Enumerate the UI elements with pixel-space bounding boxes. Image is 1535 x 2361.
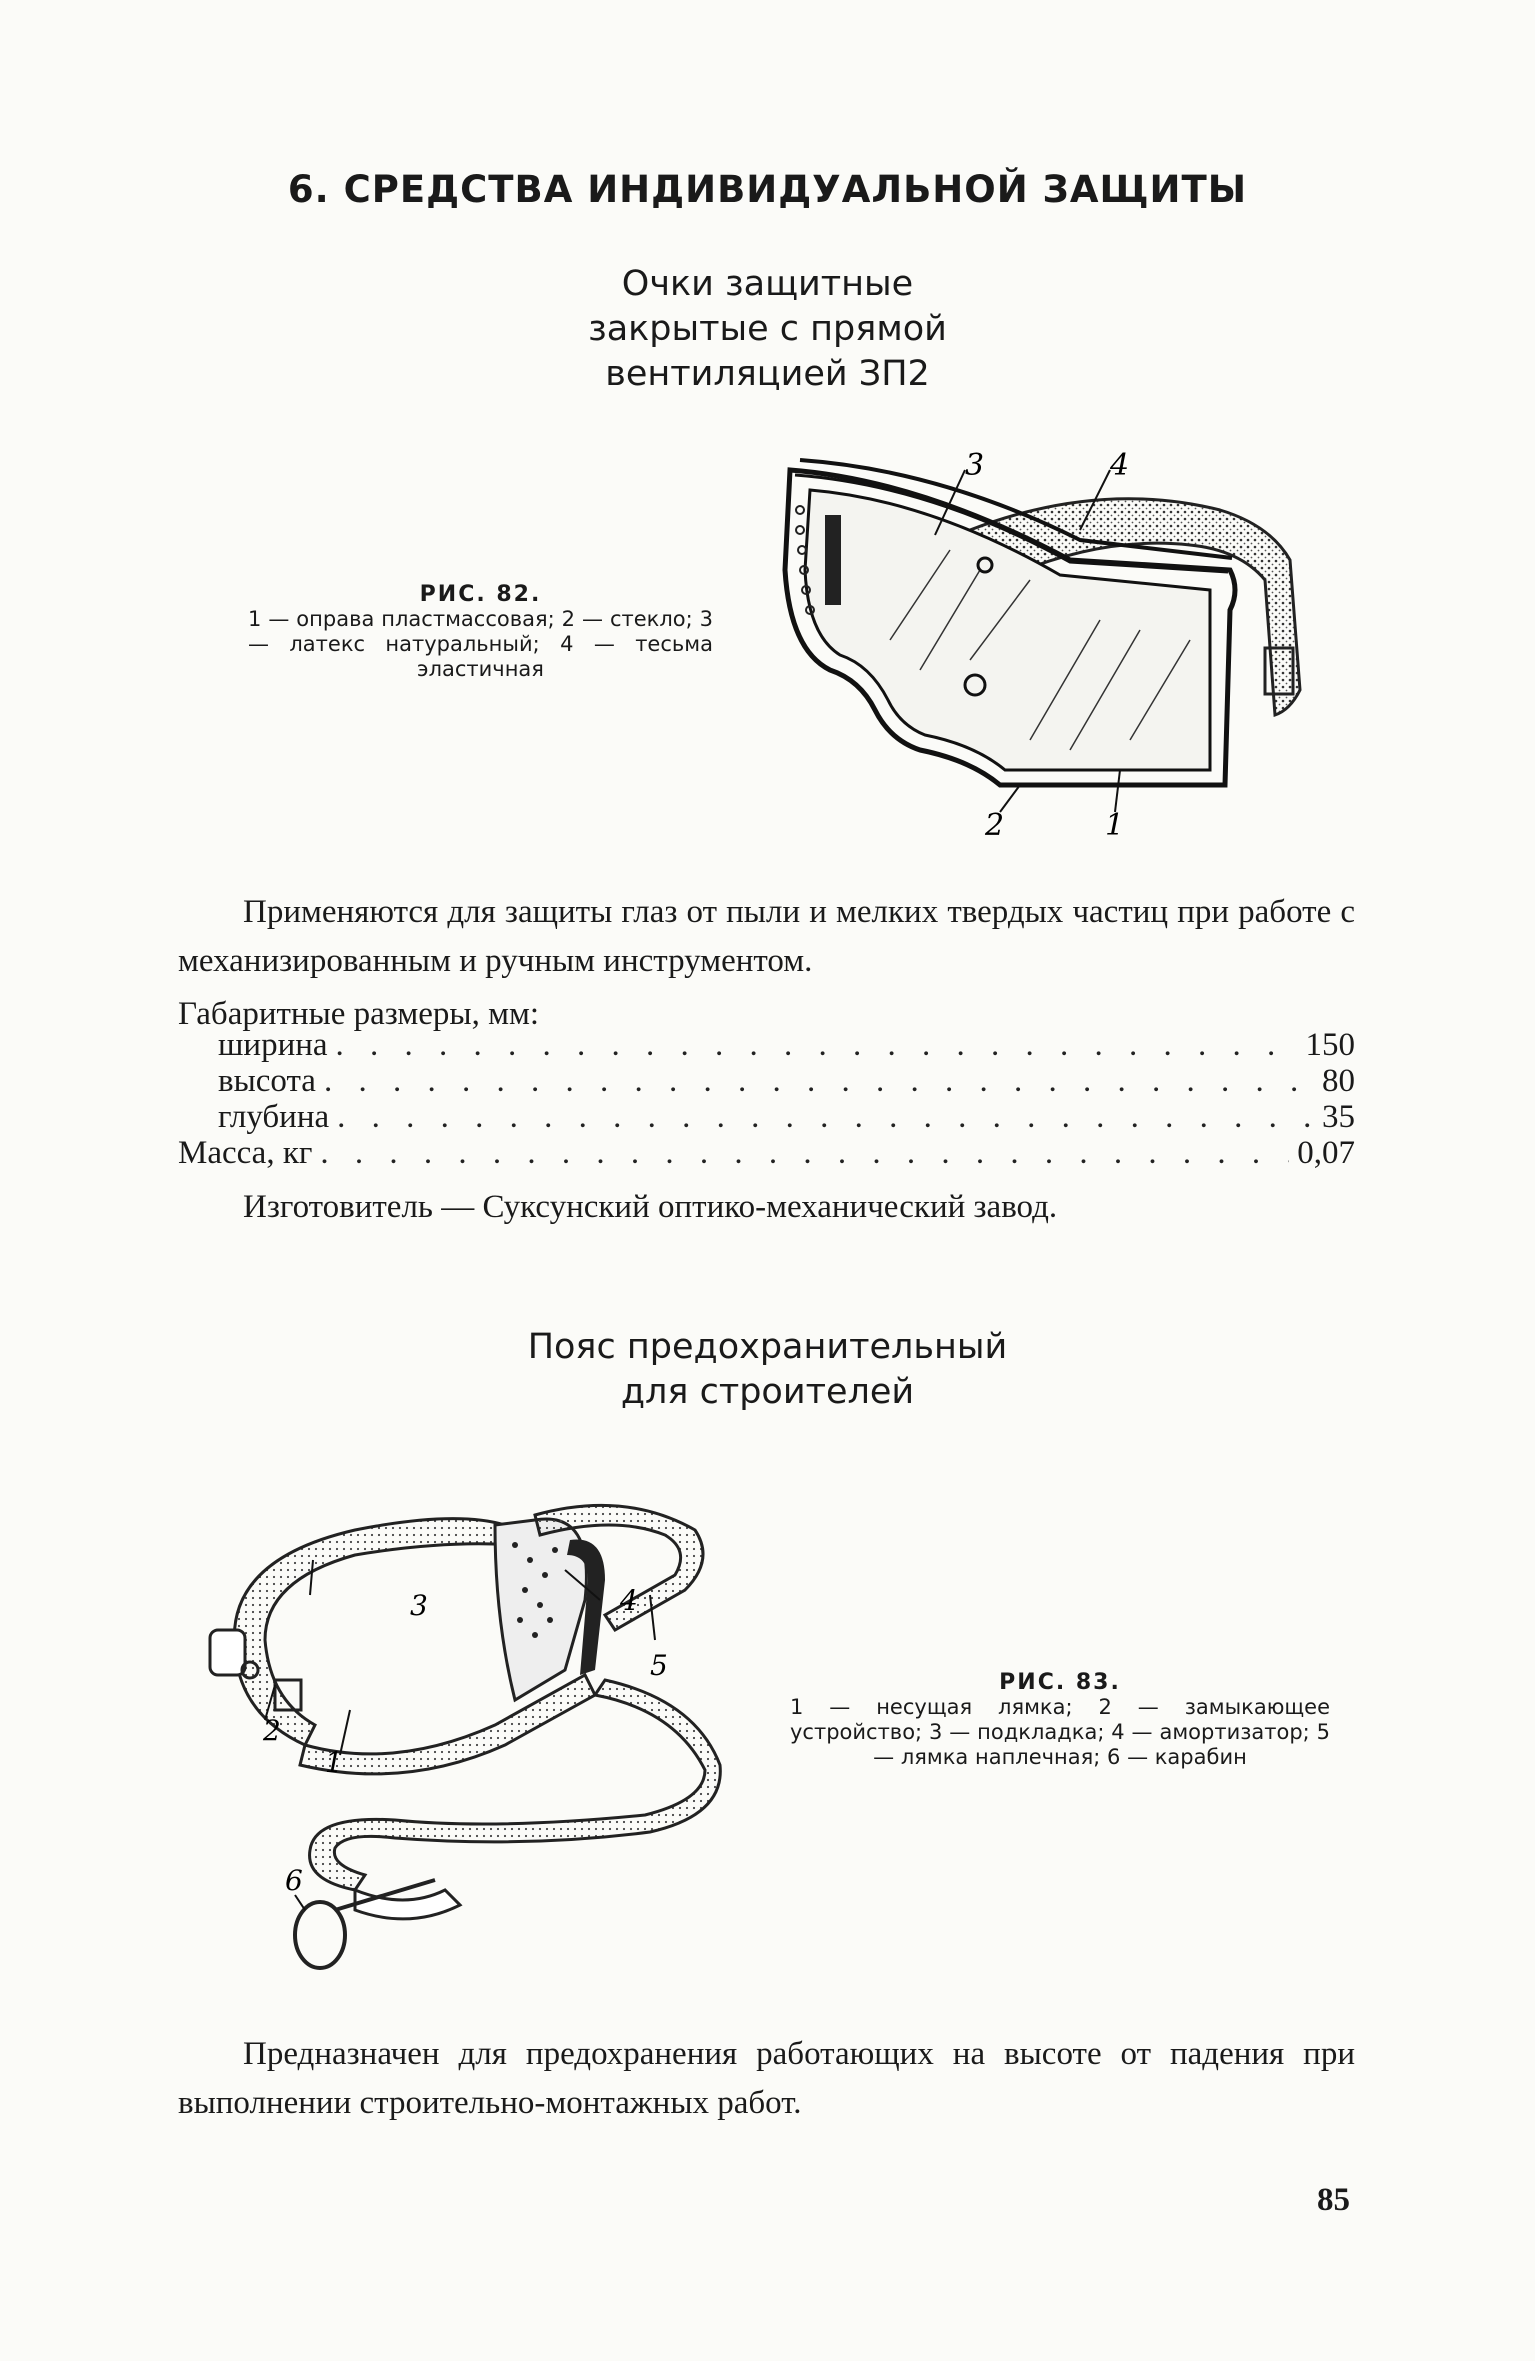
spec-label: ширина (218, 1027, 328, 1063)
spec-row (218, 1027, 1355, 1063)
spec-label: высота (218, 1063, 316, 1099)
page-number: 85 (1317, 2182, 1350, 2218)
spec-row (178, 1135, 1355, 1171)
goggles-title-line: закрытые с прямой (588, 309, 947, 349)
spec-label: глубина (218, 1099, 330, 1135)
figure-82-label: 2 (985, 808, 1005, 843)
spec-row (218, 1063, 1355, 1099)
closing-device (210, 1630, 245, 1675)
figure-83-label: 3 (410, 1589, 428, 1622)
figure-82-label: 4 (1110, 448, 1130, 483)
goggles-description: Применяются для защиты глаз от пыли и мелких твердых частиц при работе с механизированным и ручным инструментом. (178, 894, 1355, 979)
figure-83-label: 1 (325, 1746, 343, 1779)
figure-82-caption (248, 582, 713, 682)
figure-82-label: 1 (1105, 808, 1125, 843)
figure-82-caption-text: 1 — оправа пластмассовая; 2 — стекло; 3 — латекс натуральный; 4 — тесьма эластичная (248, 607, 713, 681)
section-title: 6. СРЕДСТВА ИНДИВИДУАЛЬНОЙ ЗАЩИТЫ (287, 168, 1248, 211)
figure-83-caption-title: РИС. 83. (999, 1670, 1121, 1695)
belt-description: Предназначен для предохранения работающих на высоте от падения при выполнении строительно-монтажных работ. (178, 2036, 1355, 2121)
figure-83-label: 4 (620, 1584, 638, 1617)
manufacturer: Изготовитель — Суксунский оптико-механический завод. (243, 1189, 1058, 1225)
spec-row (218, 1099, 1355, 1135)
goggles-illustration (770, 440, 1330, 860)
figure-83-caption-text: 1 — несущая лямка; 2 — замыкающее устройство; 3 — подкладка; 4 — амортизатор; 5 — лямка наплечная; 6 — карабин (790, 1695, 1330, 1769)
goggles-title-line: вентиляцией ЗП2 (605, 354, 930, 394)
lanyard (310, 1680, 721, 1890)
figure-82-caption-title: РИС. 82. (419, 582, 542, 607)
carabiner (355, 1890, 460, 1919)
belt-title-line: Пояс предохранительный (527, 1327, 1008, 1367)
belt-title-line: для строителей (620, 1372, 915, 1412)
figure-82-label: 3 (965, 448, 985, 483)
figure-83-label: 6 (285, 1864, 303, 1897)
figure-83-label: 5 (650, 1649, 668, 1682)
figure-83-caption (790, 1670, 1330, 1770)
belt-illustration (195, 1470, 755, 2015)
spec-value: 35 (1322, 1099, 1355, 1135)
figure-83-label: 2 (263, 1714, 281, 1747)
goggles-title-line: Очки защитные (621, 264, 914, 304)
spec-value: 150 (1305, 1027, 1355, 1063)
spec-value: 80 (1322, 1063, 1355, 1099)
goggles-title (0, 262, 1535, 397)
spec-value: 0,07 (1297, 1135, 1355, 1171)
latex-pad (825, 515, 841, 605)
spec-label: Масса, кг (178, 1135, 313, 1171)
belt-title (0, 1325, 1535, 1415)
specs-heading: Габаритные размеры, мм: (178, 996, 540, 1032)
